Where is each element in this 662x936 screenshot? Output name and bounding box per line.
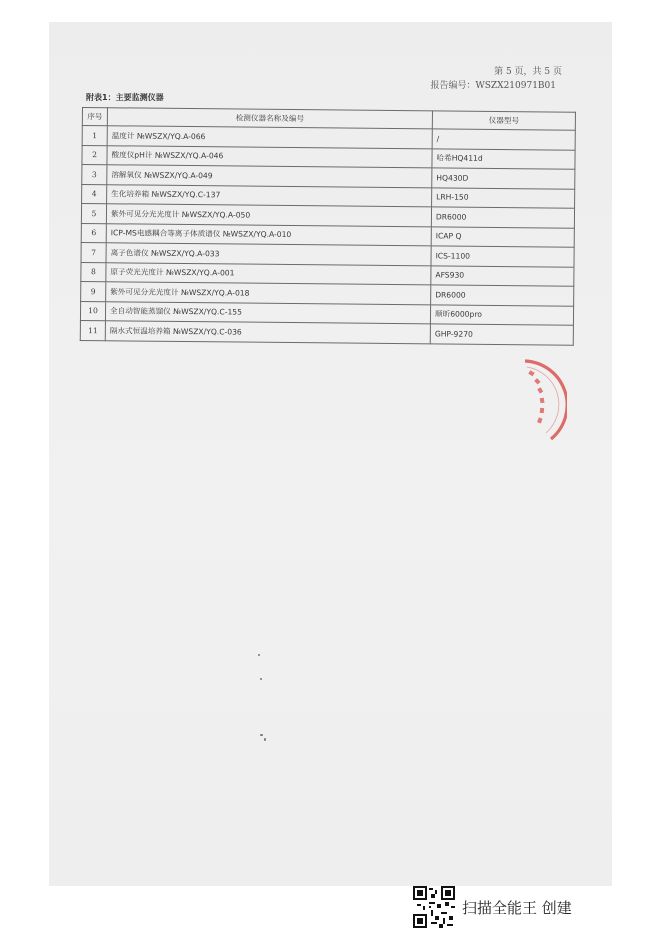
row-instrument-name: 温度计 №WSZX/YQ.A-066	[107, 126, 432, 149]
paper-speck	[260, 734, 263, 736]
instrument-table	[80, 107, 576, 345]
paper-speck	[264, 738, 266, 741]
row-instrument-model: DR6000	[431, 285, 574, 306]
row-seq: 1	[82, 126, 107, 146]
instrument-table-wrapper	[80, 107, 576, 345]
row-seq: 11	[80, 320, 105, 340]
header-instrument-model: 仪器型号	[432, 111, 575, 130]
row-instrument-name: ICP-MS电感耦合等离子体质谱仪 №WSZX/YQ.A-010	[106, 223, 431, 246]
report-number: 报告编号：WSZX210971B01	[430, 81, 556, 91]
scanner-watermark: 扫描全能王 创建	[462, 899, 572, 917]
row-instrument-model: ICS-1100	[431, 246, 574, 267]
row-instrument-model: GHP-9270	[430, 324, 573, 345]
row-seq: 10	[80, 301, 105, 321]
row-instrument-name: 隔水式恒温培养箱 №WSZX/YQ.C-036	[105, 321, 430, 344]
header-instrument-name: 检测仪器名称及编号	[107, 108, 432, 129]
row-instrument-model: 哈希HQ411d	[432, 148, 575, 169]
row-seq: 2	[82, 145, 107, 165]
row-instrument-name: 原子荧光光度计 №WSZX/YQ.A-001	[106, 262, 431, 285]
row-instrument-name: 全自动智能蒸馏仪 №WSZX/YQ.C-155	[105, 301, 430, 324]
row-instrument-model: /	[432, 129, 575, 150]
row-instrument-name: 紫外可见分光光度计 №WSZX/YQ.A-018	[106, 282, 431, 305]
page-info: 第 5 页，共 5 页	[494, 67, 562, 77]
row-seq: 4	[82, 184, 107, 204]
row-instrument-model: 顺昕6000pro	[430, 304, 573, 325]
table-row	[80, 320, 573, 344]
header-seq: 序号	[82, 108, 107, 126]
table-caption: 附表1：主要监测仪器	[86, 93, 164, 102]
row-instrument-model: DR6000	[431, 207, 574, 228]
row-seq: 5	[81, 204, 106, 224]
row-instrument-name: 紫外可见分光光度计 №WSZX/YQ.A-050	[106, 204, 431, 227]
row-instrument-model: AFS930	[431, 265, 574, 286]
paper-speck	[260, 678, 262, 680]
seal-stamp-icon	[511, 357, 567, 447]
row-seq: 7	[81, 242, 106, 262]
paper-speck	[258, 654, 260, 656]
row-instrument-model: HQ430D	[432, 168, 575, 189]
qr-code-icon	[413, 886, 455, 928]
row-instrument-name: 酸度仪pH计 №WSZX/YQ.A-046	[107, 145, 432, 168]
document-page	[49, 22, 612, 886]
row-instrument-model: LRH-150	[432, 187, 575, 208]
row-instrument-name: 溶解氧仪 №WSZX/YQ.A-049	[107, 165, 432, 188]
row-seq: 3	[82, 165, 107, 185]
row-seq: 9	[81, 281, 106, 301]
row-instrument-model: ICAP Q	[431, 226, 574, 247]
row-instrument-name: 生化培养箱 №WSZX/YQ.C-137	[107, 184, 432, 207]
row-seq: 8	[81, 262, 106, 282]
row-instrument-name: 离子色谱仪 №WSZX/YQ.A-033	[106, 243, 431, 266]
row-seq: 6	[81, 223, 106, 243]
